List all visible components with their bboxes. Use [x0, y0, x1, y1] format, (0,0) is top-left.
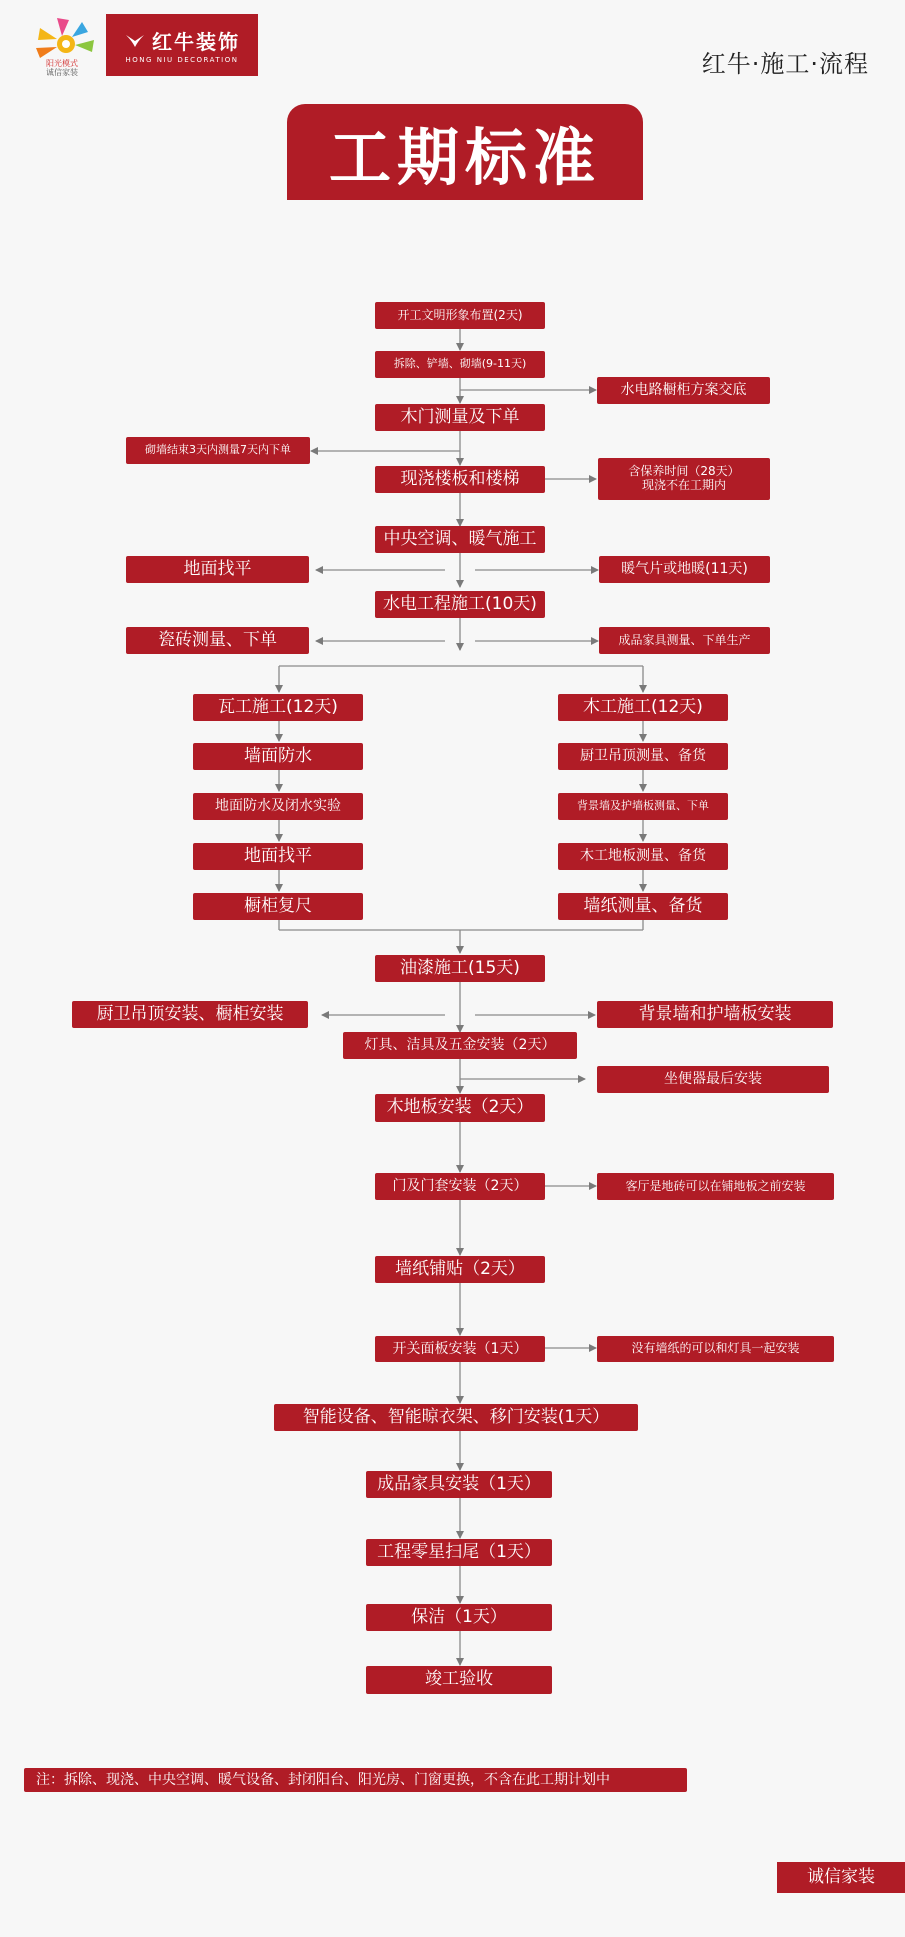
brand-name: 红牛装饰 [152, 30, 240, 54]
right-carpentry: 木工施工(12天) [558, 694, 728, 721]
side-ceiling-cabinet-install: 厨卫吊顶安装、橱柜安装 [72, 1001, 308, 1028]
sunshine-logo [28, 14, 106, 78]
step-wood-floor: 木地板安装（2天） [375, 1094, 545, 1122]
step-smart-devices: 智能设备、智能晾衣架、移门安装(1天） [274, 1404, 638, 1431]
footnote: 注：拆除、现浇、中央空调、暖气设备、封闭阳台、阳光房、门窗更换，不含在此工期计划中 [24, 1768, 687, 1792]
side-wall-panel-install: 背景墙和护墙板安装 [597, 1001, 833, 1028]
bull-icon [124, 31, 146, 51]
step-fixtures: 灯具、洁具及五金安装（2天） [343, 1032, 577, 1059]
sun-icon [28, 14, 106, 78]
step-painting: 油漆施工(15天) [375, 955, 545, 982]
footer-tag: 诚信家装 [777, 1862, 905, 1893]
side-door-timing: 砌墙结束3天内测量7天内下单 [126, 437, 310, 464]
brand-block [106, 14, 258, 76]
side-radiator: 暖气片或地暖(11天) [599, 556, 770, 583]
page-title: 工期标准 [287, 104, 643, 200]
side-toilet-last: 坐便器最后安装 [597, 1066, 829, 1093]
cast-note-line2: 现浇不在工期内 [641, 478, 726, 492]
left-floor-waterproof: 地面防水及闭水实验 [193, 793, 363, 820]
step-demolition: 拆除、铲墙、砌墙(9-11天) [375, 351, 545, 378]
right-wall-panel-measure: 背景墙及护墙板测量、下单 [558, 793, 728, 820]
side-switch-note: 没有墙纸的可以和灯具一起安装 [597, 1336, 834, 1362]
step-doors: 门及门套安装（2天） [375, 1173, 545, 1200]
left-floor-leveling: 地面找平 [193, 843, 363, 870]
step-plumbing-electric: 水电工程施工(10天) [375, 591, 545, 618]
step-switch-panels: 开关面板安装（1天） [375, 1336, 545, 1362]
side-door-tile-note: 客厅是地砖可以在铺地板之前安装 [597, 1173, 834, 1200]
step-furniture-install: 成品家具安装（1天） [366, 1471, 552, 1498]
step-finishing: 工程零星扫尾（1天） [366, 1539, 552, 1566]
step-door-measure: 木门测量及下单 [375, 404, 545, 431]
logo-sub: 诚信家装 [46, 68, 78, 77]
brand-logo [28, 14, 260, 78]
side-furniture-order: 成品家具测量、下单生产 [599, 627, 770, 654]
step-cast-floor: 现浇楼板和楼梯 [375, 466, 545, 493]
left-wall-waterproof: 墙面防水 [193, 743, 363, 770]
left-cabinet-remeasure: 橱柜复尺 [193, 893, 363, 920]
step-completion: 竣工验收 [366, 1666, 552, 1694]
right-floorboard-measure: 木工地板测量、备货 [558, 843, 728, 870]
step-start-setup: 开工文明形象布置(2天) [375, 302, 545, 329]
side-plumbing-plan: 水电路橱柜方案交底 [597, 377, 770, 404]
right-wallpaper-measure: 墙纸测量、备货 [558, 893, 728, 920]
side-tile-order: 瓷砖测量、下单 [126, 627, 309, 654]
brand-sub: HONG NIU DECORATION [125, 56, 239, 64]
side-cast-note [598, 458, 770, 500]
logo-text: 阳光模式 [46, 59, 78, 68]
step-hvac: 中央空调、暖气施工 [375, 526, 545, 553]
right-ceiling-measure: 厨卫吊顶测量、备货 [558, 743, 728, 770]
step-cleaning: 保洁（1天） [366, 1604, 552, 1631]
side-floor-leveling: 地面找平 [126, 556, 309, 583]
tagline: 红牛·施工·流程 [701, 50, 869, 78]
step-wallpaper: 墙纸铺贴（2天） [375, 1256, 545, 1283]
left-tiling: 瓦工施工(12天) [193, 694, 363, 721]
cast-note-line1: 含保养时间（28天） [628, 464, 740, 479]
